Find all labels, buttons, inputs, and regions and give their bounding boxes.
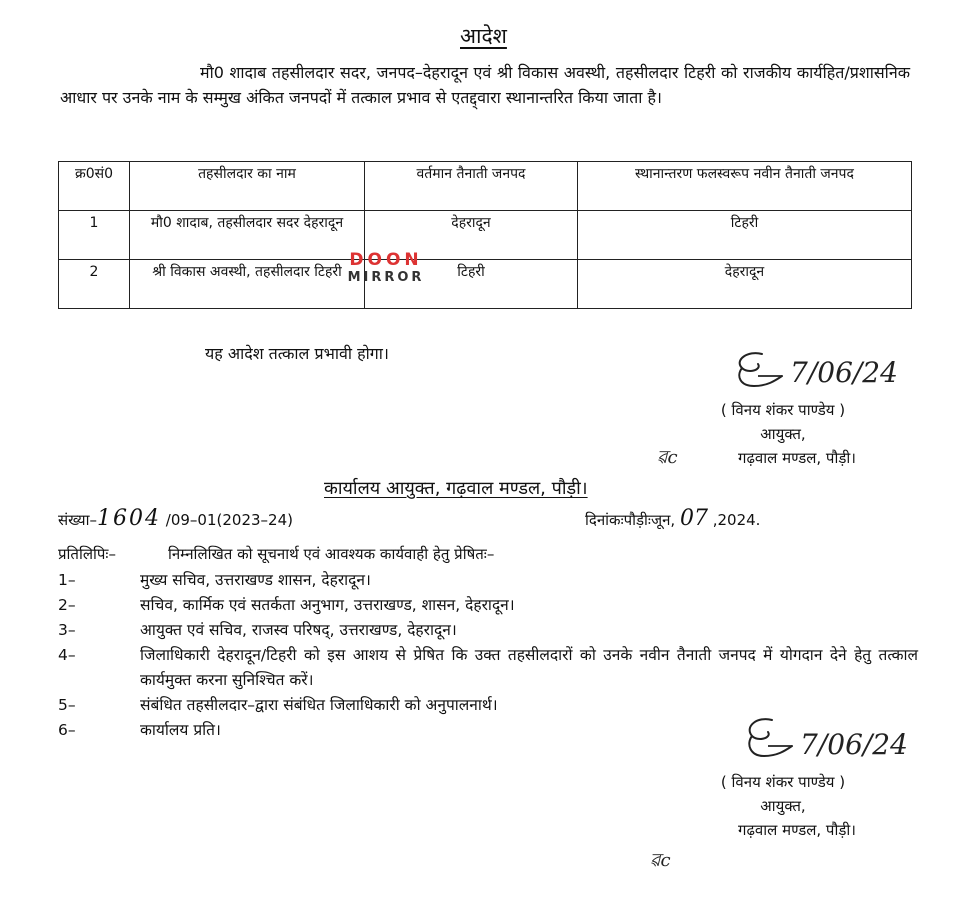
date-suffix: ,2024. <box>707 511 761 529</box>
list-item-text: कार्यालय प्रति। <box>140 721 221 739</box>
table-row <box>59 260 912 309</box>
watermark <box>336 250 436 285</box>
list-item-number: 2– <box>58 596 76 614</box>
list-item-number: 4– <box>58 646 76 664</box>
header-current: वर्तमान तैनाती जनपद <box>365 162 578 211</box>
cell-sno: 2 <box>59 260 130 309</box>
watermark-line2: MIRROR <box>347 270 425 285</box>
list-item-number: 6– <box>58 721 76 739</box>
cell-name: श्री विकास अवस्थी, तहसीलदार टिहरी <box>130 260 365 309</box>
list-item-number: 5– <box>58 696 76 714</box>
signatory-designation: आयुक्त, <box>760 425 806 443</box>
date-prefix: दिनांकःपौड़ीःजून, <box>585 511 680 529</box>
header-name: तहसीलदार का नाम <box>130 162 365 211</box>
list-item <box>58 643 918 693</box>
signatory-office: गढ़वाल मण्डल, पौड़ी। <box>738 449 856 467</box>
initials-bottom: ৱc <box>650 850 671 871</box>
cell-name: मौ0 शादाब, तहसीलदार सदर देहरादून <box>130 211 365 260</box>
table-header-row <box>59 162 912 211</box>
memo-suffix: /09–01(2023–24) <box>161 511 293 529</box>
effective-statement: यह आदेश तत्काल प्रभावी होगा। <box>205 344 389 363</box>
cell-current: देहरादून <box>365 211 578 260</box>
watermark-line1: DOON <box>349 250 423 270</box>
transfer-table <box>58 161 912 309</box>
order-title: आदेश <box>460 24 507 48</box>
cell-current: टिहरी <box>365 260 578 309</box>
list-item-number: 1– <box>58 571 76 589</box>
list-item-number: 3– <box>58 621 76 639</box>
signature-bottom-date: 7/06/24 <box>800 728 908 761</box>
signature-bottom-image <box>738 712 938 768</box>
signature-block-top <box>678 398 888 470</box>
list-item <box>58 568 918 593</box>
signatory-name: ( विनय शंकर पाण्डेय ) <box>720 401 846 419</box>
signature-top-date: 7/06/24 <box>790 356 898 389</box>
date-handwritten-day: 07 <box>679 506 708 531</box>
office-heading: कार्यालय आयुक्त, गढ़वाल मण्डल, पौड़ी। <box>324 478 588 499</box>
list-item-text: सचिव, कार्मिक एवं सतर्कता अनुभाग, उत्तराखण्ड, शासन, देहरादून। <box>140 596 515 614</box>
initials-top: ৱc <box>657 447 678 468</box>
cell-new: देहरादून <box>578 260 912 309</box>
list-item-text: जिलाधिकारी देहरादून/टिहरी को इस आशय से प्रेषित कि उक्त तहसीलदारों को उनके नवीन तैनाती जनपद में योगदान देने हेतु तत्काल कार्यमुक्त करना सुनिश्चित करें। <box>140 646 918 689</box>
list-item-text: मुख्य सचिव, उत्तराखण्ड शासन, देहरादून। <box>140 571 371 589</box>
memo-number <box>58 506 293 531</box>
copy-intro: निम्नलिखित को सूचनार्थ एवं आवश्यक कार्यवाही हेतु प्रेषितः– <box>167 545 495 563</box>
memo-date <box>585 506 760 531</box>
cell-sno: 1 <box>59 211 130 260</box>
order-body-text: मौ0 शादाब तहसीलदार सदर, जनपद–देहरादून एवं श्री विकास अवस्थी, तहसीलदार टिहरी को राजकीय कार्यहित/प्रशासनिक आधार पर उनके नाम के सम्मुख अंकित जनपदों में तत्काल प्रभाव से एतद्द्वारा स्थानान्तरित किया जाता है। <box>60 63 910 107</box>
list-item-text: संबंधित तहसीलदार–द्वारा संबंधित जिलाधिकारी को अनुपालनार्थ। <box>140 696 498 714</box>
memo-prefix: संख्या– <box>58 511 98 529</box>
memo-handwritten-number: 1604 <box>97 506 162 531</box>
cell-new: टिहरी <box>578 211 912 260</box>
signatory-office: गढ़वाल मण्डल, पौड़ी। <box>738 821 856 839</box>
header-new: स्थानान्तरण फलस्वरूप नवीन तैनाती जनपद <box>578 162 912 211</box>
header-sno: क्र0सं0 <box>59 162 130 211</box>
copy-heading <box>58 544 494 564</box>
signature-top-image <box>728 346 928 396</box>
list-item <box>58 593 918 618</box>
signature-block-bottom <box>678 770 888 842</box>
signatory-name: ( विनय शंकर पाण्डेय ) <box>720 773 846 791</box>
order-body <box>60 60 910 110</box>
signatory-designation: आयुक्त, <box>760 797 806 815</box>
table-row <box>59 211 912 260</box>
copy-label: प्रतिलिपिः– <box>58 545 116 563</box>
list-item <box>58 618 918 643</box>
list-item-text: आयुक्त एवं सचिव, राजस्व परिषद्, उत्तराखण्ड, देहरादून। <box>140 621 457 639</box>
